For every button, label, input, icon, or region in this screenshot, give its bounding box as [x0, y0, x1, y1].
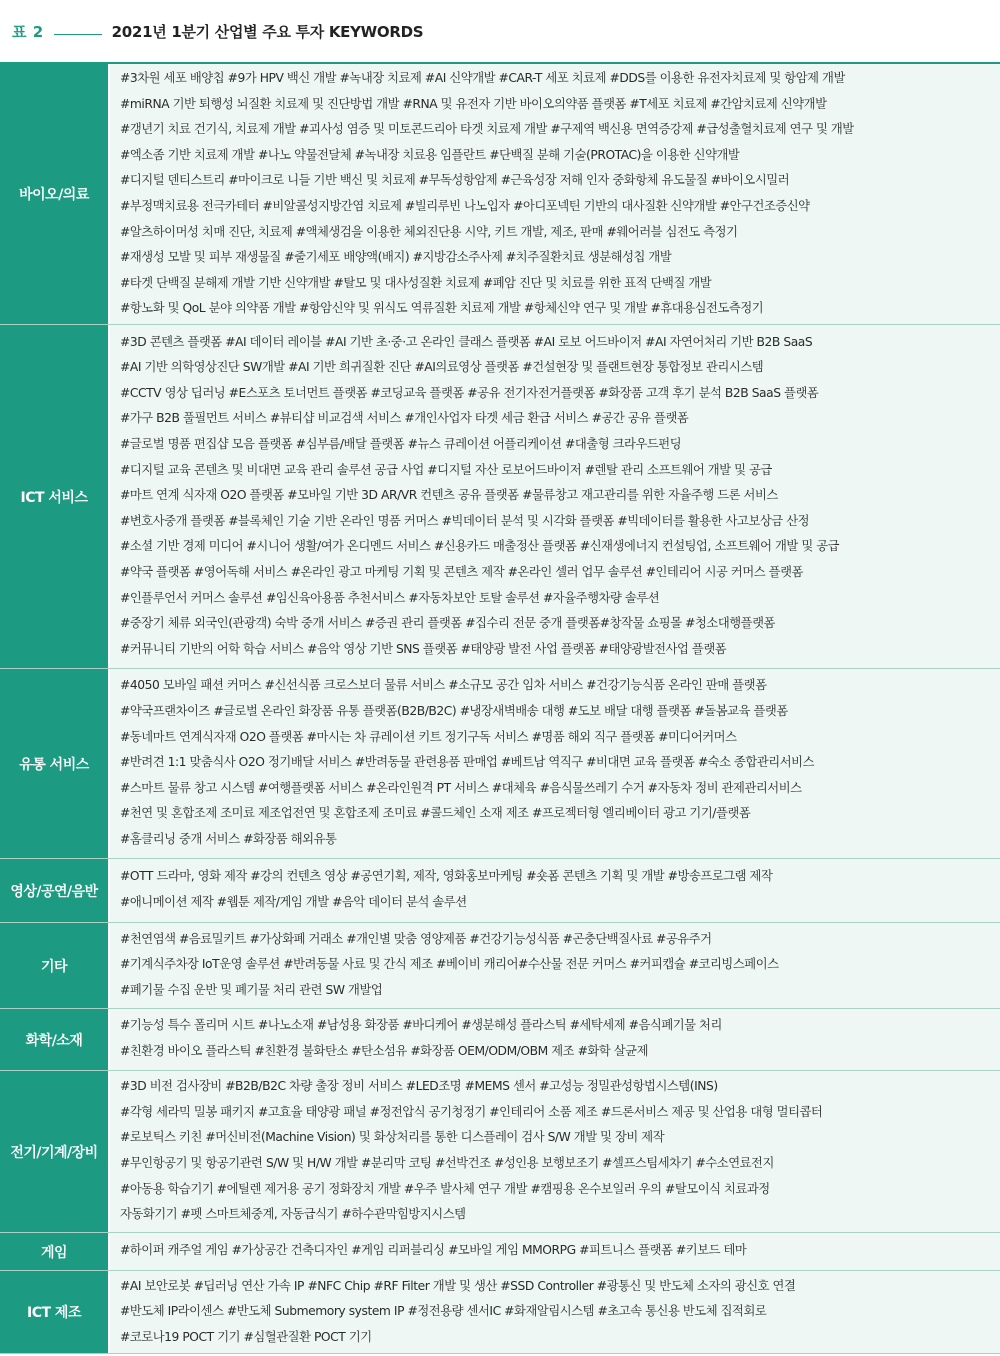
keyword-line: #OTT 드라마, 영화 제작 #강의 컨텐츠 영상 #공연기획, 제작, 영화홍보마케팅 #숏폼 콘텐츠 기획 및 개발 #방송프로그램 제작 [120, 869, 773, 884]
keyword-line: #커뮤니티 기반의 어학 학습 서비스 #음악 영상 기반 SNS 플랫폼 #태양광 발전 사업 플랫폼 #태양광발전사업 플랫폼 [120, 641, 727, 656]
category-label: 바이오/의료 [0, 64, 110, 324]
caption-rule [54, 34, 102, 35]
keyword-line: #3D 콘텐츠 플랫폼 #AI 데이터 레이블 #AI 기반 초·중·고 온라인 클래스 플랫폼 #AI 로보 어드바이저 #AI 자연어처리 기반 B2B SaaS [120, 334, 813, 349]
keyword-line: #타겟 단백질 분해제 개발 기반 신약개발 #탈모 및 대사성질환 치료제 #폐암 진단 및 치료를 위한 표적 단백질 개발 [120, 275, 712, 290]
keyword-line: #3D 비전 검사장비 #B2B/B2C 차량 출장 정비 서비스 #LED조명 #MEMS 센서 #고성능 정밀관성항법시스템(INS) [120, 1079, 718, 1094]
table-row [0, 1270, 1000, 1354]
keyword-line: #약국 플랫폼 #영어독해 서비스 #온라인 광고 마케팅 기획 및 콘텐츠 제작 #온라인 셀러 업무 솔루션 #인테리어 시공 커머스 플랫폼 [120, 564, 803, 579]
keyword-line: 자동화기기 #펫 스마트체중계, 자동급식기 #하수관막힘방지시스템 [120, 1207, 466, 1222]
table-row [0, 922, 1000, 1008]
keyword-line: #CCTV 영상 딥러닝 #E스포츠 토너먼트 플랫폼 #코딩교육 플랫폼 #공유 전기자전거플랫폼 #화장품 고객 후기 분석 B2B SaaS 플랫폼 [120, 385, 819, 400]
table-caption [0, 0, 1000, 62]
keyword-line: #AI 보안로봇 #딥러닝 연산 가속 IP #NFC Chip #RF Filter 개발 및 생산 #SSD Controller #광통신 및 반도체 소자의 광신호 연결 [120, 1278, 796, 1293]
keyword-line: #중장기 체류 외국인(관광객) 숙박 중개 서비스 #증권 관리 플랫폼 #집수리 전문 중개 플랫폼#창작물 쇼핑몰 #청소대행플랫폼 [120, 616, 775, 631]
keyword-cell [110, 64, 1000, 324]
keyword-line: #아동용 학습기기 #에틸렌 제거용 공기 정화장치 개발 #우주 발사체 연구 개발 #캠핑용 온수보일러 우의 #탈모이식 치료과정 [120, 1181, 770, 1196]
keyword-line: #반려견 1:1 맞춤식사 O2O 정기배달 서비스 #반려동물 관련용품 판매업 #베트남 역직구 #비대면 교육 플랫폼 #숙소 종합관리서비스 [120, 755, 815, 770]
keyword-line: #로보틱스 키친 #머신비전(Machine Vision) 및 화상처리를 통한 디스플레이 검사 S/W 개발 및 장비 제작 [120, 1130, 665, 1145]
keyword-line: #천연 및 혼합조제 조미료 제조업전연 및 혼합조제 조미료 #콜드체인 소재 제조 #프로젝터형 엘리베이터 광고 기기/플랫폼 [120, 806, 751, 821]
category-label: 화학/소재 [0, 1009, 110, 1070]
table-row [0, 1008, 1000, 1070]
table-row [0, 324, 1000, 668]
keyword-line: #디지털 교육 콘텐츠 및 비대면 교육 관리 솔루션 공급 사업 #디지털 자산 로보어드바이저 #렌탈 관리 소프트웨어 개발 및 공급 [120, 462, 772, 477]
keyword-line: #기능성 특수 폴리머 시트 #나노소재 #남성용 화장품 #바디케어 #생분해성 플라스틱 #세탁세제 #음식폐기물 처리 [120, 1018, 722, 1033]
keyword-line: #인플루언서 커머스 솔루션 #임신육아용품 추천서비스 #자동차보안 토탈 솔루션 #자율주행차량 솔루션 [120, 590, 660, 605]
keyword-line: #알츠하이머성 치매 진단, 치료제 #액체생검을 이용한 체외진단용 시약, 키트 개발, 제조, 판매 #웨어러블 심전도 측정기 [120, 224, 738, 239]
keyword-line: #가구 B2B 풀필먼트 서비스 #뷰티샵 비교검색 서비스 #개인사업자 타겟 세금 환급 서비스 #공간 공유 플랫폼 [120, 411, 689, 426]
keyword-line: #하이퍼 캐주얼 게임 #가상공간 건축디자인 #게임 리퍼블리싱 #모바일 게임 MMORPG #피트니스 플랫폼 #키보드 테마 [120, 1243, 747, 1258]
keyword-line: #반도체 IP라이센스 #반도체 Submemory system IP #정전용량 센서IC #화재알림시스템 #초고속 통신용 반도체 집적회로 [120, 1304, 767, 1319]
table-row [0, 1070, 1000, 1232]
keyword-cell [110, 1009, 1000, 1070]
keyword-line: #AI 기반 의학영상진단 SW개발 #AI 기반 희귀질환 진단 #AI의료영상 플랫폼 #건설현장 및 플랜트현장 통합정보 관리시스템 [120, 360, 764, 375]
keyword-line: #4050 모바일 패션 커머스 #신선식품 크로스보더 물류 서비스 #소규모 공간 임차 서비스 #건강기능식품 온라인 판매 플랫폼 [120, 678, 767, 693]
keyword-line: #항노화 및 QoL 분야 의약품 개발 #항암신약 및 위식도 역류질환 치료제 개발 #항체신약 연구 및 개발 #휴대용심전도측정기 [120, 301, 764, 316]
keyword-cell [110, 1071, 1000, 1232]
keyword-line: #마트 연계 식자재 O2O 플랫폼 #모바일 기반 3D AR/VR 컨텐츠 공유 플랫폼 #물류창고 재고관리를 위한 자율주행 드론 서비스 [120, 488, 778, 503]
keyword-line: #천연염색 #음료밀키트 #가상화폐 거래소 #개인별 맞춤 영양제품 #건강기능성식품 #곤충단백질사료 #공유주거 [120, 931, 712, 946]
keyword-line: #엑소좀 기반 치료제 개발 #나노 약물전달체 #녹내장 치료용 임플란트 #단백질 분해 기술(PROTAC)을 이용한 신약개발 [120, 147, 740, 162]
table-row [0, 62, 1000, 324]
keyword-line: #동네마트 연계식자재 O2O 플랫폼 #마시는 차 큐레이션 키트 정기구독 서비스 #명품 해외 직구 플랫폼 #미디어커머스 [120, 729, 737, 744]
category-label: 유통 서비스 [0, 669, 110, 858]
keyword-line: #스마트 물류 창고 시스템 #여행플랫폼 서비스 #온라인원격 PT 서비스 #대체육 #음식물쓰레기 수거 #자동차 정비 관제관리서비스 [120, 780, 802, 795]
keyword-line: #부정맥치료용 전극카테터 #비알콜성지방간염 치료제 #빌리루빈 나노입자 #아디포넥틴 기반의 대사질환 신약개발 #안구건조증신약 [120, 198, 810, 213]
keyword-line: #폐기물 수집 운반 및 폐기물 처리 관련 SW 개발업 [120, 982, 383, 997]
keyword-cell [110, 669, 1000, 858]
keyword-line: #디지털 덴티스트리 #마이크로 니들 기반 백신 및 치료제 #무독성항암제 #근육성장 저해 인자 중화항체 유도물질 #바이오시밀러 [120, 173, 790, 188]
keyword-line: #기계식주차장 IoT운영 솔루션 #반려동물 사료 및 간식 제조 #베이비 캐리어#수산물 전문 커머스 #커피캡슐 #코리빙스페이스 [120, 957, 779, 972]
keyword-line: #홈클리닝 중개 서비스 #화장품 해외유통 [120, 831, 337, 846]
keyword-line: #무인항공기 및 항공기관련 S/W 및 H/W 개발 #분리막 코팅 #선박건조 #성인용 보행보조기 #셀프스팀세차기 #수소연료전지 [120, 1155, 774, 1170]
keywords-table [0, 62, 1000, 1356]
keyword-line: #갱년기 치료 건기식, 치료제 개발 #괴사성 염증 및 미토콘드리아 타겟 치료제 개발 #구제역 백신용 면역증강제 #급성출혈치료제 연구 및 개발 [120, 122, 854, 137]
category-label: 게임 [0, 1233, 110, 1270]
table-row [0, 1232, 1000, 1270]
table-row [0, 858, 1000, 922]
keyword-cell [110, 1233, 1000, 1270]
keyword-line: #각형 세라믹 밀봉 패키지 #고효율 태양광 패널 #정전압식 공기청정기 #인테리어 소품 제조 #드론서비스 제공 및 산업용 대형 멀티콥터 [120, 1104, 823, 1119]
keyword-line: #변호사중개 플랫폼 #블록체인 기술 기반 온라인 명품 커머스 #빅데이터 분석 및 시각화 플랫폼 #빅데이터를 활용한 사고보상금 산정 [120, 513, 810, 528]
category-label: ICT 서비스 [0, 325, 110, 668]
keyword-cell [110, 923, 1000, 1008]
category-label: 전기/기계/장비 [0, 1071, 110, 1232]
keyword-line: #소셜 기반 경제 미디어 #시니어 생활/여가 온디멘드 서비스 #신용카드 매출정산 플랫폼 #신재생에너지 컨설팅업, 소프트웨어 개발 및 공급 [120, 539, 840, 554]
keyword-line: #3차원 세포 배양칩 #9가 HPV 백신 개발 #녹내장 치료제 #AI 신약개발 #CAR-T 세포 치료제 #DDS를 이용한 유전자치료제 및 항암제 개발 [120, 71, 845, 85]
category-label: 영상/공연/음반 [0, 859, 110, 922]
keyword-cell [110, 325, 1000, 668]
table-title: 2021년 1분기 산업별 주요 투자 KEYWORDS [111, 22, 424, 41]
keyword-line: #애니메이션 제작 #웹툰 제작/게임 개발 #음악 데이터 분석 솔루션 [120, 894, 467, 909]
keyword-line: #약국프랜차이즈 #글로벌 온라인 화장품 유통 플랫폼(B2B/B2C) #냉장새벽배송 대행 #도보 배달 대행 플랫폼 #돌봄교육 플랫폼 [120, 703, 788, 718]
keyword-line: #miRNA 기반 퇴행성 뇌질환 치료제 및 진단방법 개발 #RNA 및 유전자 기반 바이오의약품 플랫폼 #T세포 치료제 #간암치료제 신약개발 [120, 96, 827, 111]
keyword-line: #재생성 모발 및 피부 재생물질 #줄기세포 배양액(배지) #지방감소주사제 #치주질환치료 생분해성칩 개발 [120, 250, 672, 265]
keyword-line: #글로벌 명품 편집샵 모음 플랫폼 #심부름/배달 플랫폼 #뉴스 큐레이션 어플리케이션 #대출형 크라우드펀딩 [120, 436, 682, 451]
table-number: 표 2 [12, 22, 44, 41]
keyword-cell [110, 1271, 1000, 1353]
table-row [0, 668, 1000, 858]
keyword-line: #코로나19 POCT 기기 #심혈관질환 POCT 기기 [120, 1329, 372, 1344]
keyword-line: #친환경 바이오 플라스틱 #친환경 불화탄소 #탄소섬유 #화장품 OEM/ODM/OBM 제조 #화학 살균제 [120, 1043, 649, 1058]
keyword-cell [110, 859, 1000, 922]
category-label: 기타 [0, 923, 110, 1008]
category-label: ICT 제조 [0, 1271, 110, 1353]
